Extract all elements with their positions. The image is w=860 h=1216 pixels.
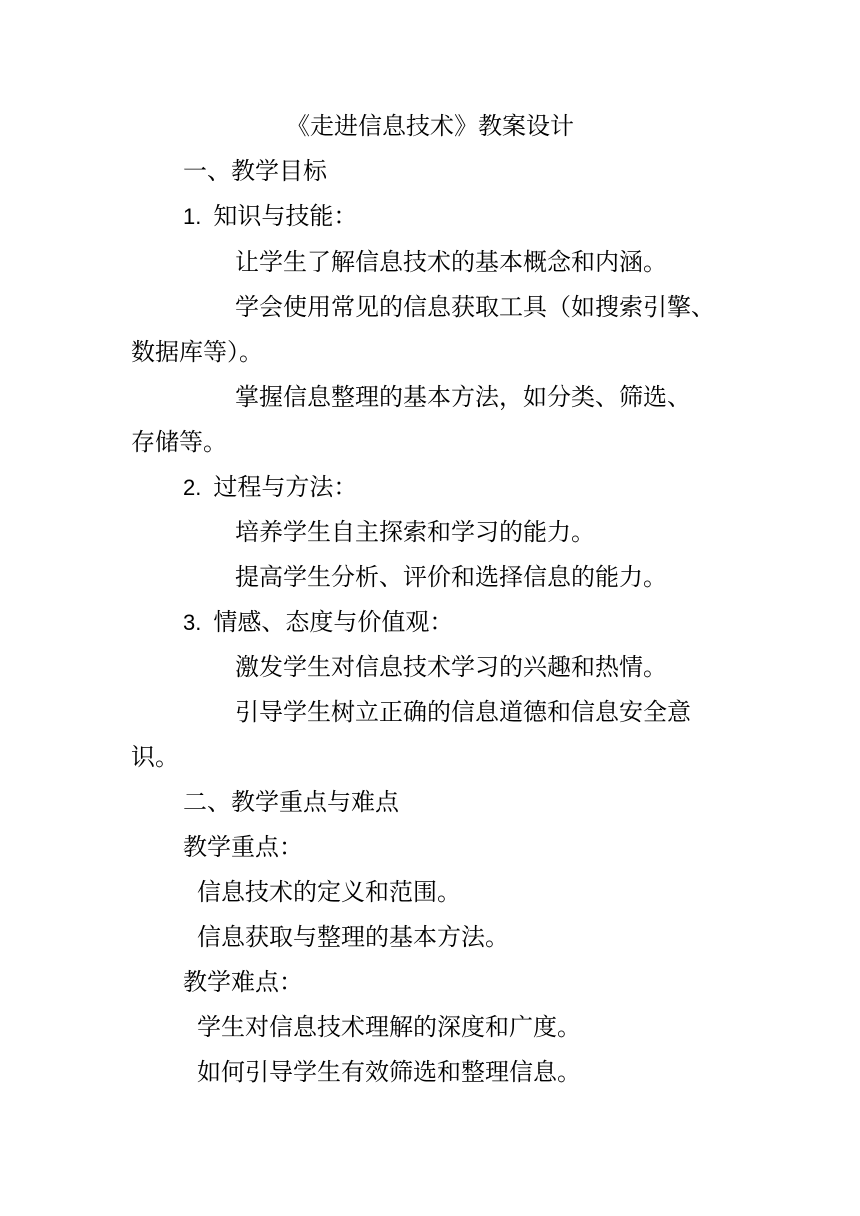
paragraph-line: 信息获取与整理的基本方法。 [197, 923, 509, 951]
paragraph-line: 引导学生树立正确的信息道德和信息安全意 [235, 698, 691, 726]
document-title: 《走进信息技术》教案设计 [286, 112, 574, 140]
paragraph-line: 识。 [131, 743, 179, 771]
item-number: 3. [183, 610, 202, 635]
paragraph-line: 学会使用常见的信息获取工具（如搜索引擎、 [235, 293, 715, 321]
subheading-difficult: 教学难点： [183, 968, 303, 996]
paragraph-line: 学生对信息技术理解的深度和广度。 [197, 1013, 581, 1041]
item-number: 2. [183, 475, 202, 500]
paragraph-line: 数据库等）。 [131, 338, 263, 366]
item-number: 1. [183, 204, 202, 229]
item-heading-text: 情感、态度与价值观： [213, 608, 454, 636]
paragraph-line: 如何引导学生有效筛选和整理信息。 [197, 1058, 581, 1086]
item-heading-text: 过程与方法： [213, 473, 358, 501]
paragraph-line: 存储等。 [131, 428, 227, 456]
item-heading-knowledge [183, 201, 357, 232]
section-heading-objectives: 一、教学目标 [183, 157, 327, 185]
item-heading-text: 知识与技能： [213, 202, 358, 230]
paragraph-line: 提高学生分析、评价和选择信息的能力。 [235, 563, 667, 591]
paragraph-line: 培养学生自主探索和学习的能力。 [235, 518, 595, 546]
paragraph-line: 信息技术的定义和范围。 [197, 878, 461, 906]
item-heading-process [183, 472, 357, 503]
section-heading-key-points: 二、教学重点与难点 [183, 788, 399, 816]
subheading-key: 教学重点： [183, 833, 303, 861]
paragraph-line: 让学生了解信息技术的基本概念和内涵。 [235, 248, 667, 276]
item-heading-attitude [183, 607, 453, 638]
paragraph-line: 激发学生对信息技术学习的兴趣和热情。 [235, 653, 667, 681]
paragraph-line: 掌握信息整理的基本方法，如分类、筛选、 [235, 383, 691, 411]
